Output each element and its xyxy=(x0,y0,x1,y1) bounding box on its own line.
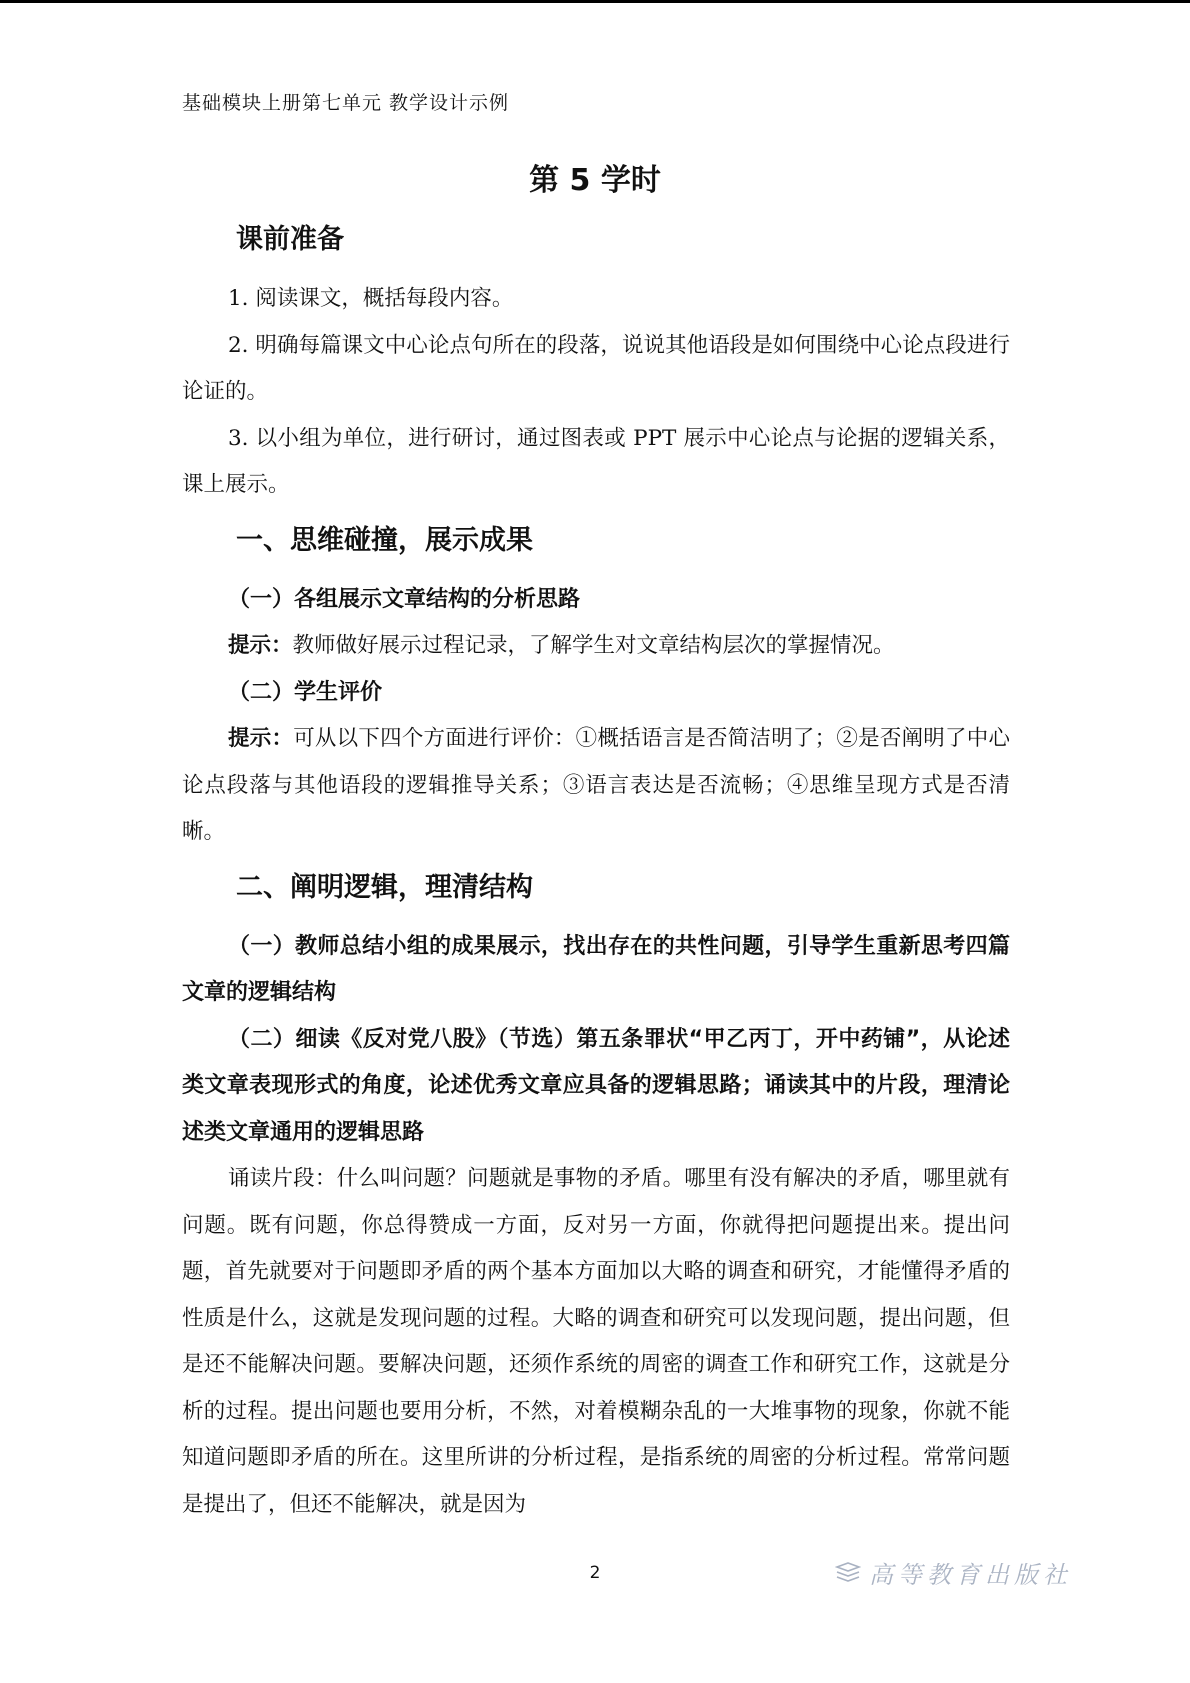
section1-hint1 xyxy=(182,623,1010,670)
prep-heading: 课前准备 xyxy=(236,224,344,255)
hint-label: 提示： xyxy=(228,726,294,751)
publisher-name: 高等教育出版社 xyxy=(869,1560,1072,1589)
hint-text: 可从以下四个方面进行评价：①概括语言是否简洁明了；②是否阐明了中心论点段落与其他语段的逻辑推导关系；③语言表达是否流畅；④思维呈现方式是否清晰。 xyxy=(182,726,1010,844)
publisher-watermark xyxy=(835,1554,1072,1590)
hint-text: 教师做好展示过程记录，了解学生对文章结构层次的掌握情况。 xyxy=(292,633,895,658)
section1-sub2: （二）学生评价 xyxy=(228,679,383,705)
page-title: 第 5 学时 xyxy=(529,163,661,198)
publisher-logo-icon xyxy=(835,1561,861,1583)
prep-item-2: 2. 明确每篇课文中心论点句所在的段落，说说其他语段是如何围绕中心论点段进行论证的。 xyxy=(182,332,1010,404)
hint-label: 提示： xyxy=(228,633,293,658)
prep-item-3: 3. 以小组为单位，进行研讨，通过图表或 PPT 展示中心论点与论据的逻辑关系，课上展示。 xyxy=(182,425,1010,497)
page-number: 2 xyxy=(589,1563,601,1583)
reading-passage: 诵读片段：什么叫问题？问题就是事物的矛盾。哪里有没有解决的矛盾，哪里就有问题。既有问题，你总得赞成一方面，反对另一方面，你就得把问题提出来。提出问题，首先就要对于问题即矛盾的两个基本方面加以大略的调查和研究，才能懂得矛盾的性质是什么，这就是发现问题的过程。大略的调查和研究可以发现问题，提出问题，但是还不能解决问题。要解决问题，还须作系统的周密的调查工作和研究工作，这就是分析的过程。提出问题也要用分析，不然，对着模糊杂乱的一大堆事物的现象，你就不能知道问题即矛盾的所在。这里所讲的分析过程，是指系统的周密的分析过程。常常问题是提出了，但还不能解决，就是因为 xyxy=(182,1166,1010,1517)
document-body xyxy=(182,218,1010,1528)
section1-heading: 一、思维碰撞，展示成果 xyxy=(236,524,533,556)
section2-sub1: （一）教师总结小组的成果展示，找出存在的共性问题，引导学生重新思考四篇文章的逻辑结构 xyxy=(182,933,1010,1005)
running-head: 基础模块上册第七单元 教学设计示例 xyxy=(182,92,510,114)
section1-sub1: （一）各组展示文章结构的分析思路 xyxy=(228,586,581,612)
section2-sub2: （二）细读《反对党八股》（节选）第五条罪状“甲乙丙丁，开中药铺”，从论述类文章表现形式的角度，论述优秀文章应具备的逻辑思路；诵读其中的片段，理清论述类文章通用的逻辑思路 xyxy=(182,1026,1010,1145)
section1-hint2 xyxy=(182,716,1010,856)
prep-item-1: 1. 阅读课文，概括每段内容。 xyxy=(228,286,514,311)
section2-heading: 二、阐明逻辑，理清结构 xyxy=(236,871,533,903)
